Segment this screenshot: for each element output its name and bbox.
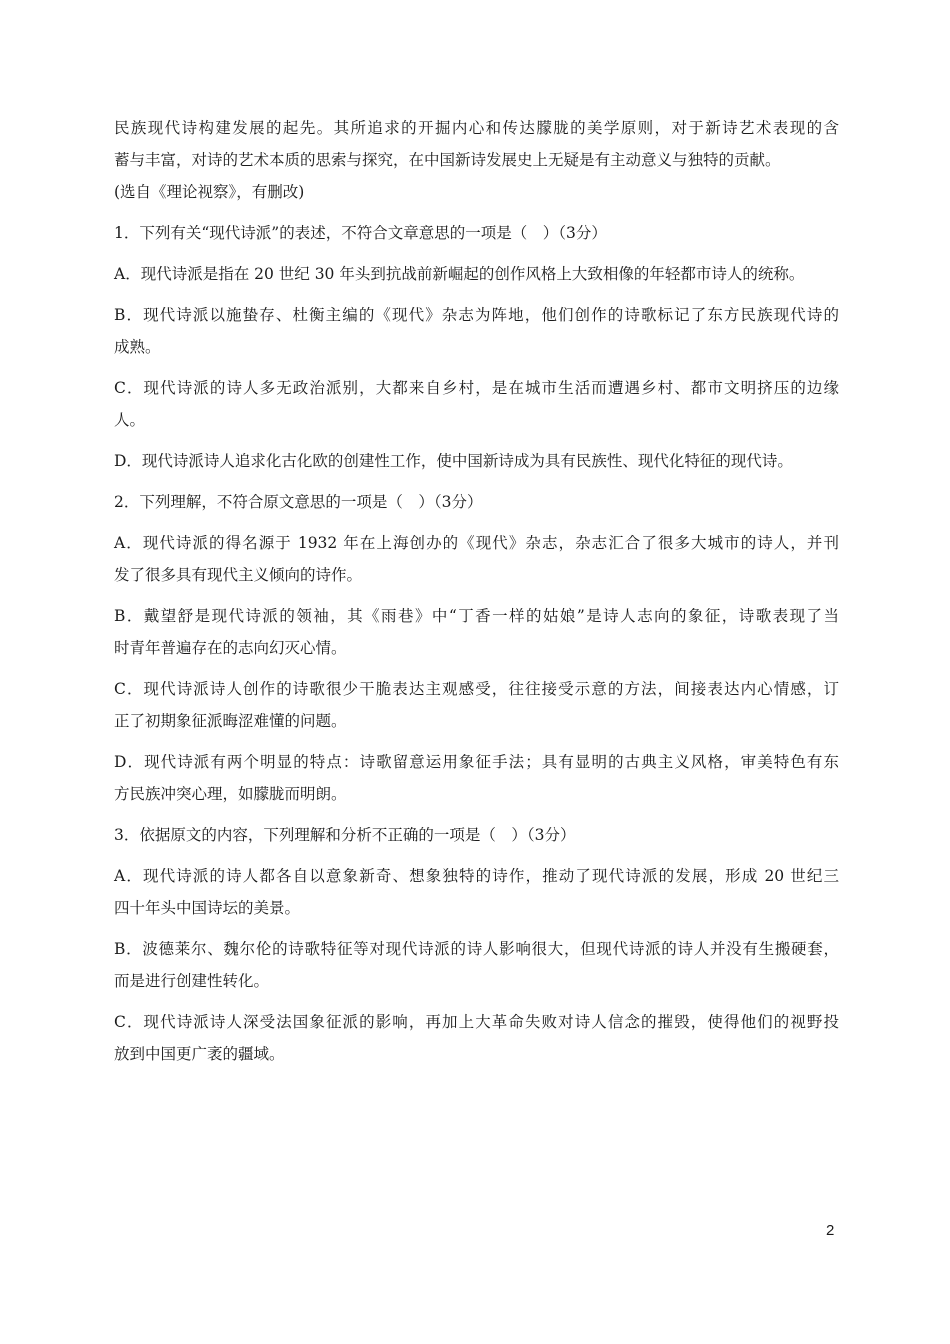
source-note: (选自《理论视察》，有删改) — [114, 183, 305, 201]
option-line: A．现代诗派的得名源于 1932 年在上海创办的《现代》杂志，杂志汇合了很多大城市的诗人，并刊 — [114, 534, 839, 552]
question-1 — [114, 217, 839, 249]
intro-line: 民族现代诗构建发展的起先。其所追求的开掘内心和传达朦胧的美学原则，对于新诗艺术表现的含 — [114, 119, 839, 137]
document-body — [114, 112, 839, 1079]
q1-option-d — [114, 445, 839, 477]
option-line: D．现代诗派有两个明显的特点：诗歌留意运用象征手法；具有显明的古典主义风格，审美特色有东 — [114, 753, 839, 771]
option-line: A．现代诗派是指在 20 世纪 30 年头到抗战前新崛起的创作风格上大致相像的年轻都市诗人的统称。 — [114, 265, 805, 283]
option-line: 成熟。 — [114, 338, 161, 356]
q2-option-c — [114, 673, 839, 737]
intro-paragraph — [114, 112, 839, 208]
option-line: B．戴望舒是现代诗派的领袖，其《雨巷》中“丁香一样的姑娘”是诗人志向的象征，诗歌表现了当 — [114, 607, 839, 625]
option-line: 时青年普遍存在的志向幻灭心情。 — [114, 639, 347, 657]
option-line: A．现代诗派的诗人都各自以意象新奇、想象独特的诗作，推动了现代诗派的发展，形成 20 世纪三 — [114, 867, 839, 885]
q2-option-a — [114, 527, 839, 591]
option-line: 四十年头中国诗坛的美景。 — [114, 899, 301, 917]
option-line: D．现代诗派诗人追求化古化欧的创建性工作，使中国新诗成为具有民族性、现代化特征的现代诗。 — [114, 452, 793, 470]
q3-option-c — [114, 1006, 839, 1070]
q2-option-b — [114, 600, 839, 664]
intro-line: 蓄与丰富，对诗的艺术本质的思索与探究，在中国新诗发展史上无疑是有主动意义与独特的贡献。 — [114, 151, 781, 169]
q1-option-b — [114, 299, 839, 363]
option-line: B．波德莱尔、魏尔伦的诗歌特征等对现代诗派的诗人影响很大，但现代诗派的诗人并没有生搬硬套， — [114, 940, 839, 958]
option-line: B．现代诗派以施蛰存、杜衡主编的《现代》杂志为阵地，他们创作的诗歌标记了东方民族现代诗的 — [114, 306, 839, 324]
option-line: 而是进行创建性转化。 — [114, 972, 270, 990]
question-3 — [114, 819, 839, 851]
question-stem: 3．依据原文的内容，下列理解和分析不正确的一项是（ ）（3分） — [114, 826, 576, 844]
option-line: 正了初期象征派晦涩难懂的问题。 — [114, 712, 347, 730]
q1-option-a — [114, 258, 839, 290]
page-number: 2 — [826, 1222, 835, 1239]
q2-option-d — [114, 746, 839, 810]
option-line: C．现代诗派诗人深受法国象征派的影响，再加上大革命失败对诗人信念的摧毁，使得他们的视野投 — [114, 1013, 839, 1031]
q3-option-b — [114, 933, 839, 997]
option-line: 方民族冲突心理，如朦胧而明朗。 — [114, 785, 347, 803]
option-line: 放到中国更广袤的疆域。 — [114, 1045, 285, 1063]
option-line: C．现代诗派诗人创作的诗歌很少干脆表达主观感受，往往接受示意的方法，间接表达内心情感，订 — [114, 680, 839, 698]
question-2 — [114, 486, 839, 518]
option-line: C．现代诗派的诗人多无政治派别，大都来自乡村，是在城市生活而遭遇乡村、都市文明挤压的边缘 — [114, 379, 839, 397]
question-stem: 1．下列有关“现代诗派”的表述，不符合文章意思的一项是（ ）（3分） — [114, 224, 607, 242]
question-stem: 2．下列理解，不符合原文意思的一项是（ ）（3分） — [114, 493, 483, 511]
q1-option-c — [114, 372, 839, 436]
option-line: 人。 — [114, 411, 146, 429]
option-line: 发了很多具有现代主义倾向的诗作。 — [114, 566, 363, 584]
q3-option-a — [114, 860, 839, 924]
